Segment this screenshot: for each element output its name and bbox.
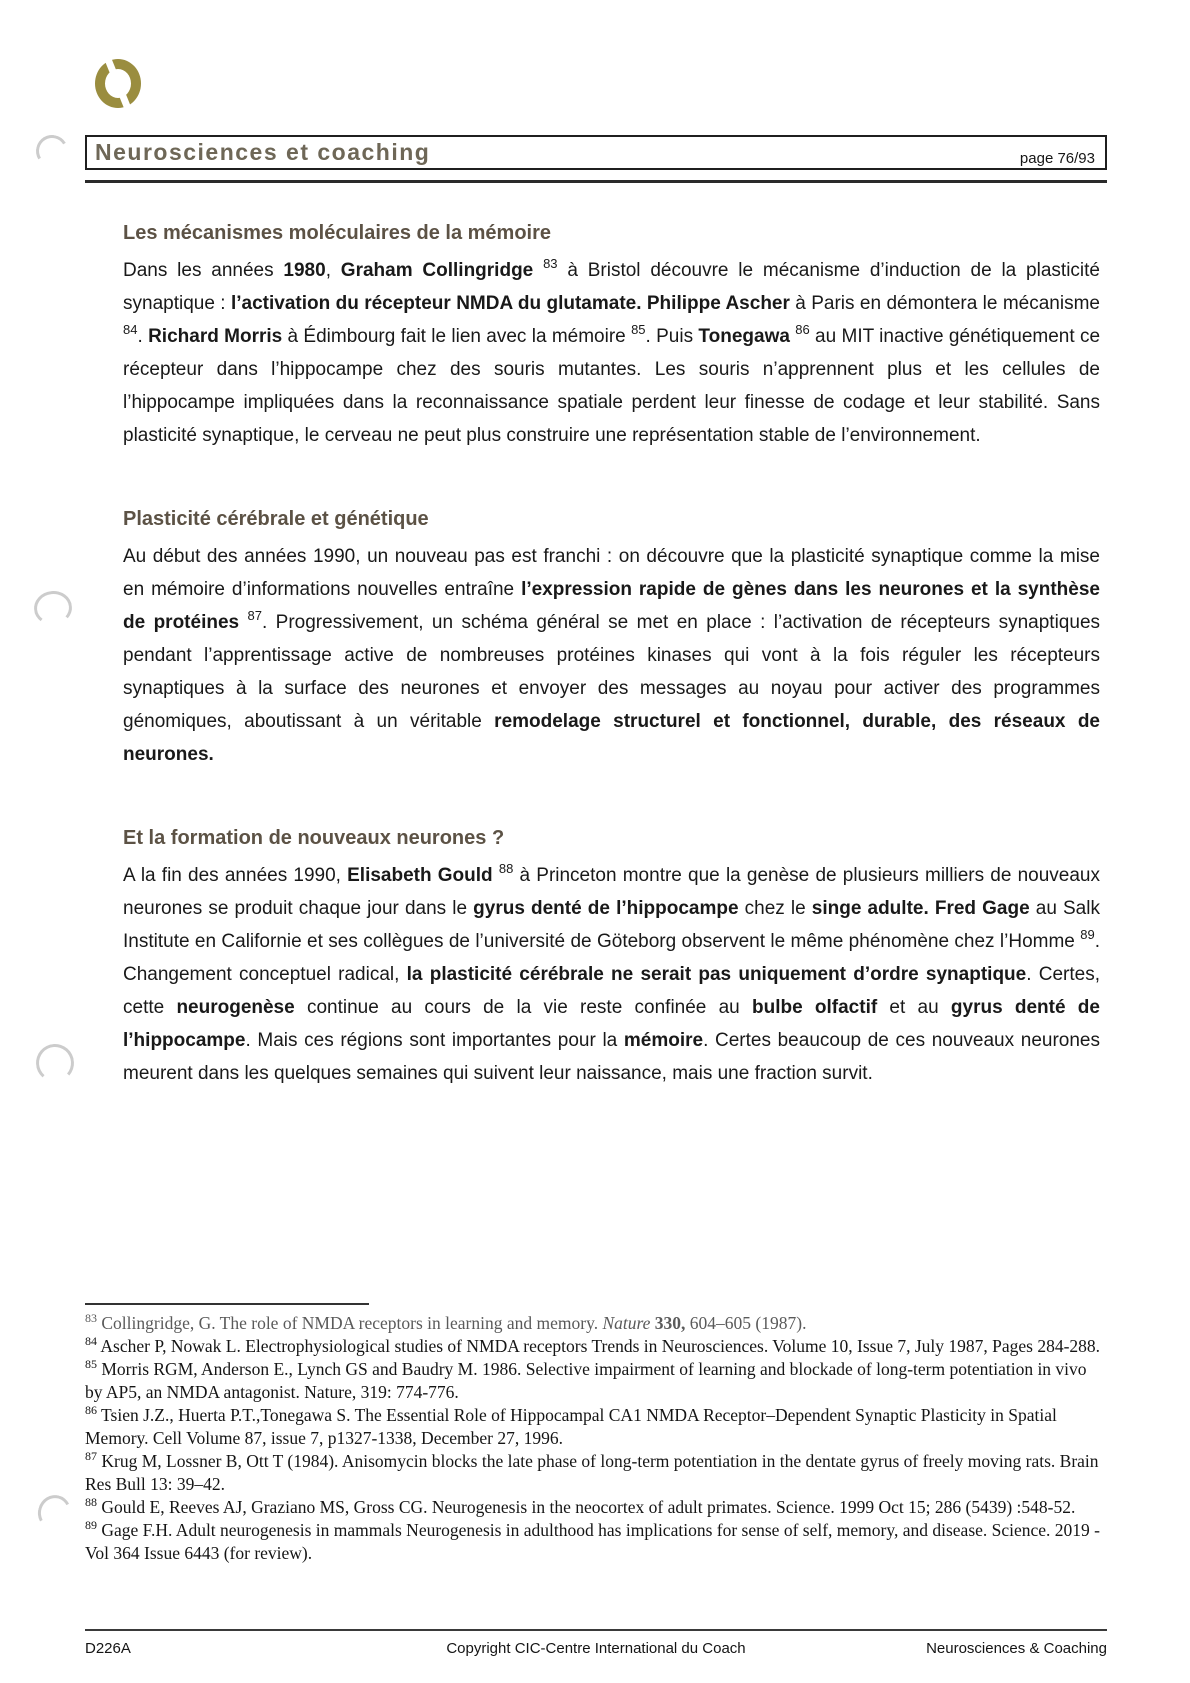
footnote: $^{83}$ Collingridge, G. The role of NMDA receptors in learning and memory. Nature 330, 604–605 (1987).: [85, 1311, 807, 1333]
footnote: $^{84}$ Ascher P, Nowak L. Electrophysiological studies of NMDA receptors Trends in Neurosciences. Volume 10, Issue 7, July 1987, Pages 284-288.: [85, 1334, 1101, 1356]
footer-rule: [85, 1629, 1107, 1631]
header-title: Neurosciences et coaching: [95, 139, 431, 165]
section-heading: Plasticité cérébrale et génétique: [123, 508, 429, 530]
section-heading: Et la formation de nouveaux neurones ?: [123, 827, 505, 849]
footnote: $^{87}$ Krug M, Lossner B, Ott T (1984). Anisomycin blocks the late phase of long-term potentiation in the dentate gyrus of freely moving rats. Brain Res Bull 13: 39–42.: [85, 1449, 1099, 1494]
footnote-separator: [85, 1303, 369, 1305]
section: [123, 222, 1100, 452]
document-body: [123, 222, 1100, 1090]
paragraph: Au début des années 1990, un nouveau pas est franchi : on découvre que la plasticité synaptique comme la mise en mémoire d’informations nouvelles entraîne l’expression rapide de gènes dans les neurones et la synthèse de protéines $^{87}$. Progressivement, un schéma général se met en place : l’activation de récepteurs synaptiques pendant l’apprentissage active de nombreuses protéines kinases qui vont à la fois réguler les récepteurs synaptiques à la surface des neurones et envoyer des messages au noyau pour activer des programmes génomiques, aboutissant à un véritable remodelage structurel et fonctionnel, durable, des réseaux de neurones.: [123, 546, 1101, 765]
footnote: $^{85}$ Morris RGM, Anderson E., Lynch GS and Baudry M. 1986. Selective impairment of learning and blockade of long-term potentiation in vivo by AP5, an NMDA antagonist. Nature, 319: 774-776.: [85, 1357, 1087, 1402]
cic-broken-ring-logo-icon: [95, 59, 141, 108]
section-heading: Les mécanismes moléculaires de la mémoire: [123, 222, 551, 244]
paragraph: Dans les années 1980, Graham Collingridge $^{83}$ à Bristol découvre le mécanisme d’induction de la plasticité synaptique : l’activation du récepteur NMDA du glutamate. Philippe Ascher à Paris en démontera le mécanisme $^{84}$. Richard Morris à Édimbourg fait le lien avec la mémoire $^{85}$. Puis Tonegawa $^{86}$ au MIT inactive génétiquement ce récepteur dans l’hippocampe chez des souris mutantes. Les souris n’apprennent plus et les cellules de l’hippocampe impliquées dans la reconnaissance spatiale perdent leur finesse de codage et leur stabilité. Sans plasticité synaptique, le cerveau ne peut plus construire une représentation stable de l’environnement.: [123, 255, 1101, 446]
paragraph: A la fin des années 1990, Elisabeth Gould $^{88}$ à Princeton montre que la genèse de plusieurs milliers de nouveaux neurones se produit chaque jour dans le gyrus denté de l’hippocampe chez le singe adulte. Fred Gage au Salk Institute en Californie et ses collègues de l’université de Göteborg observent le même phénomène chez l’Homme $^{89}$. Changement conceptuel radical, la plasticité cérébrale ne serait pas uniquement d’ordre synaptique. Certes, cette neurogenèse continue au cours de la vie reste confinée au bulbe olfactif et au gyrus denté de l’hippocampe. Mais ces régions sont importantes pour la mémoire. Certes beaucoup de ces nouveaux neurones meurent dans les quelques semaines qui suivent leur naissance, mais une fraction survit.: [123, 860, 1101, 1084]
binder-ring-artifact: [33, 132, 72, 171]
binder-ring-artifact: [35, 1043, 76, 1084]
footnotes: [85, 1312, 1107, 1565]
section: [123, 827, 1100, 1090]
footer-doc-code: D226A: [85, 1640, 131, 1657]
footnote: $^{88}$ Gould E, Reeves AJ, Graziano MS, Gross CG. Neurogenesis in the neocortex of adult primates. Science. 1999 Oct 15; 286 (5439) :548-52.: [85, 1495, 1076, 1517]
binder-ring-artifact: [32, 589, 73, 627]
page-footer: [85, 1640, 1107, 1657]
footnote: $^{86}$ Tsien J.Z., Huerta P.T.,Tonegawa S. The Essential Role of Hippocampal CA1 NMDA Receptor–Dependent Synaptic Plasticity in Spatial Memory. Cell Volume 87, issue 7, p1327-1338, December 27, 1996.: [85, 1403, 1057, 1448]
page-header: [85, 135, 1107, 170]
footer-copyright: Copyright CIC-Centre International du Coach: [446, 1640, 746, 1657]
page-number: page 76/93: [1019, 150, 1095, 167]
header-rule: [85, 180, 1107, 183]
section: [123, 508, 1100, 771]
footer-title: Neurosciences & Coaching: [926, 1640, 1107, 1657]
binder-ring-artifact: [34, 1491, 75, 1534]
footnote: $^{89}$ Gage F.H. Adult neurogenesis in mammals Neurogenesis in adulthood has implications for sense of self, memory, and disease. Science. 2019 - Vol 364 Issue 6443 (for review).: [85, 1518, 1101, 1563]
